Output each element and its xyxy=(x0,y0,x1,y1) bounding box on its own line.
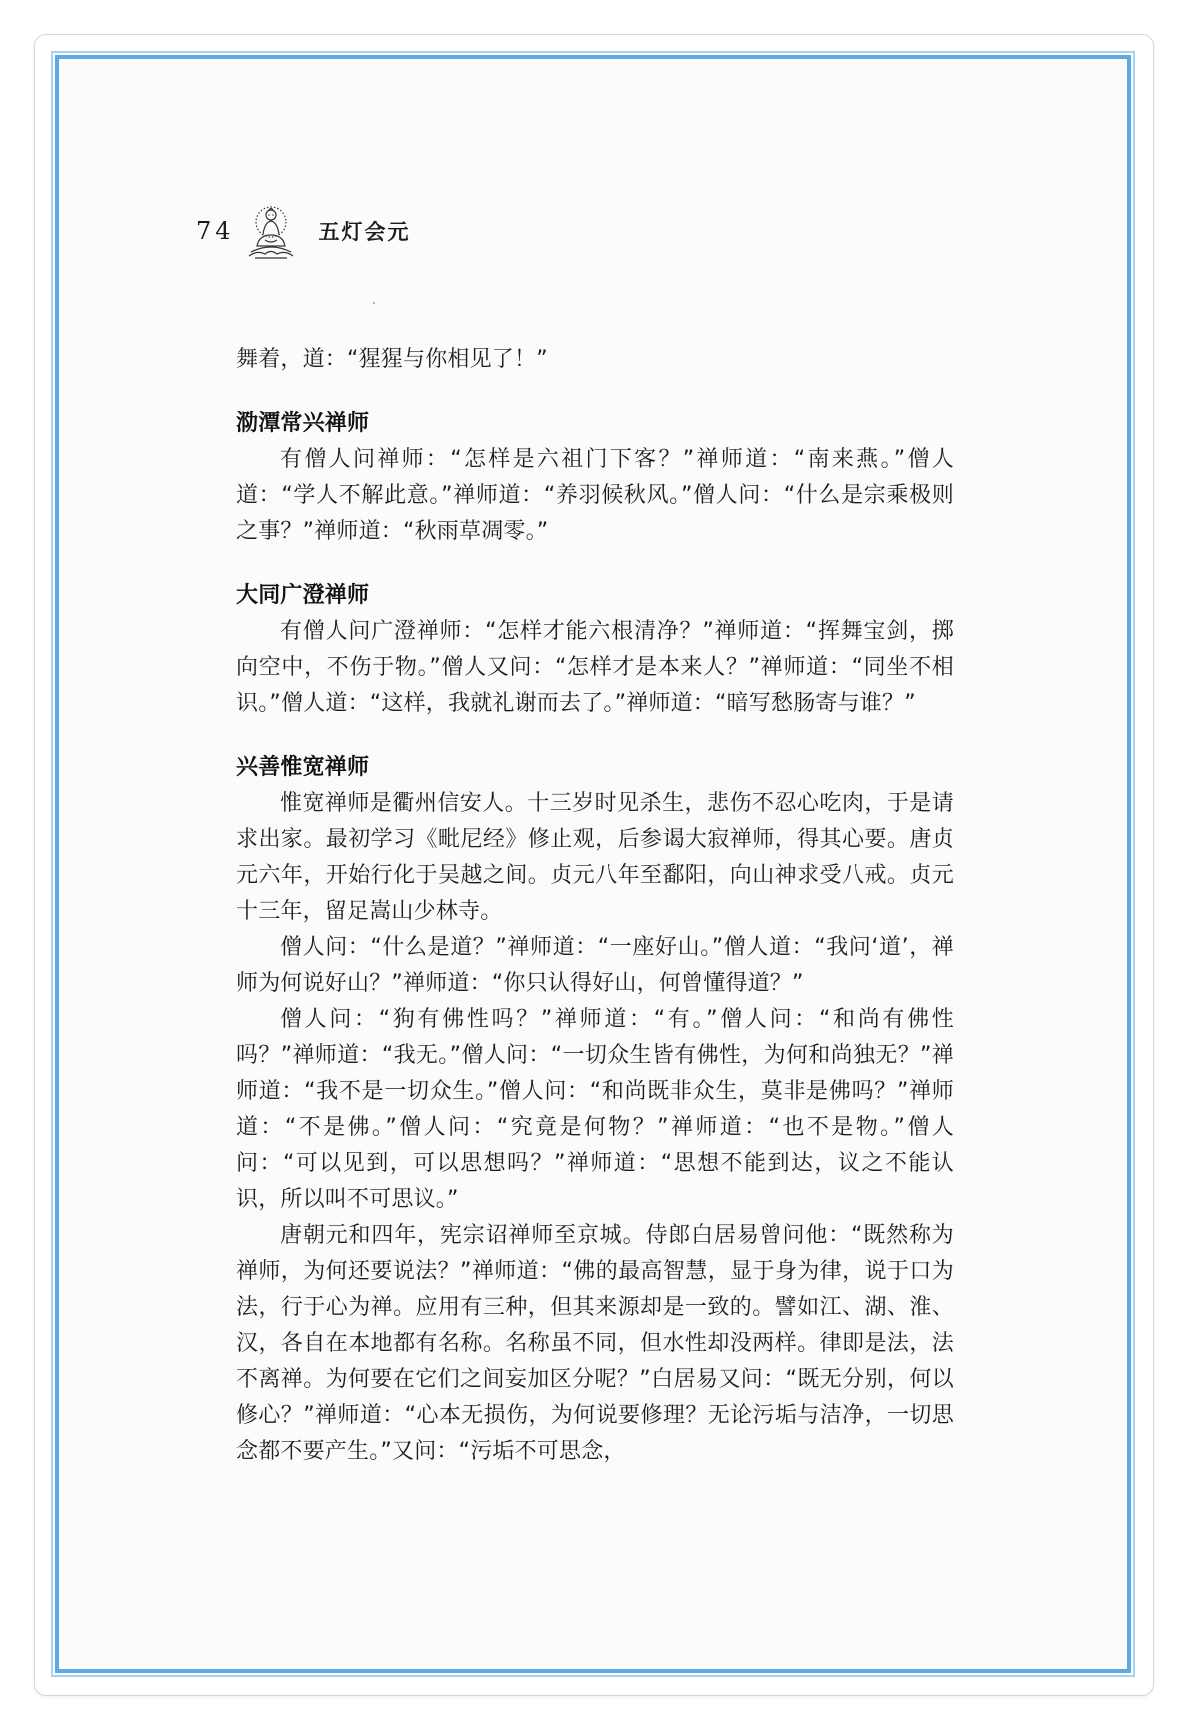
page-content xyxy=(236,342,954,1470)
section-paragraph: 有僧人问广澄禅师：“怎样才能六根清净？”禅师道：“挥舞宝剑，掷向空中，不伤于物。”僧人又问：“怎样才是本来人？”禅师道：“同坐不相识。”僧人道：“这样，我就礼谢而去了。”禅师道：“暗写愁肠寄与谁？” xyxy=(236,619,954,716)
section-heading: 泐潭常兴禅师 xyxy=(236,411,370,436)
page-header xyxy=(196,196,411,266)
section-heading: 大同广澄禅师 xyxy=(236,583,370,608)
page-number: 74 xyxy=(196,217,235,245)
section-paragraph: 僧人问：“狗有佛性吗？”禅师道：“有。”僧人问：“和尚有佛性吗？”禅师道：“我无。”僧人问：“一切众生皆有佛性，为何和尚独无？”禅师道：“我不是一切众生。”僧人问：“和尚既非众生，莫非是佛吗？”禅师道：“不是佛。”僧人问：“究竟是何物？”禅师道：“也不是物。”僧人问：“可以见到，可以思想吗？”禅师道：“思想不能到达，议之不能认识，所以叫不可思议。” xyxy=(236,1007,954,1212)
buddha-icon xyxy=(245,202,297,260)
book-title: 五灯会元 xyxy=(318,219,411,244)
section-paragraph: 唐朝元和四年，宪宗诏禅师至京城。侍郎白居易曾问他：“既然称为禅师，为何还要说法？”禅师道：“佛的最高智慧，显于身为律，说于口为法，行于心为禅。应用有三种，但其来源却是一致的。譬如江、湖、淮、汉，各自在本地都有名称。名称虽不同，但水性却没两样。律即是法，法不离禅。为何要在它们之间妄加区分呢？”白居易又问：“既无分别，何以修心？”禅师道：“心本无损伤，为何说要修理？无论污垢与洁净，一切思念都不要产生。”又问：“污垢不可思念， xyxy=(236,1223,954,1464)
section-paragraph: 有僧人问禅师：“怎样是六祖门下客？”禅师道：“南来燕。”僧人道：“学人不解此意。”禅师道：“养羽候秋风。”僧人问：“什么是宗乘极则之事？”禅师道：“秋雨草凋零。” xyxy=(236,447,954,544)
section-paragraph: 僧人问：“什么是道？”禅师道：“一座好山。”僧人道：“我问‘道’，禅师为何说好山？”禅师道：“你只认得好山，何曾懂得道？” xyxy=(236,935,954,996)
continuation-paragraph: 舞着，道：“猩猩与你相见了！” xyxy=(236,347,548,372)
section-heading: 兴善惟宽禅师 xyxy=(236,755,370,780)
section-paragraph: 惟宽禅师是衢州信安人。十三岁时见杀生，悲伤不忍心吃肉，于是请求出家。最初学习《毗尼经》修止观，后参谒大寂禅师，得其心要。唐贞元六年，开始行化于吴越之间。贞元八年至鄱阳，向山神求受八戒。贞元十三年，留足嵩山少林寺。 xyxy=(236,791,954,924)
scan-speck xyxy=(373,302,375,304)
